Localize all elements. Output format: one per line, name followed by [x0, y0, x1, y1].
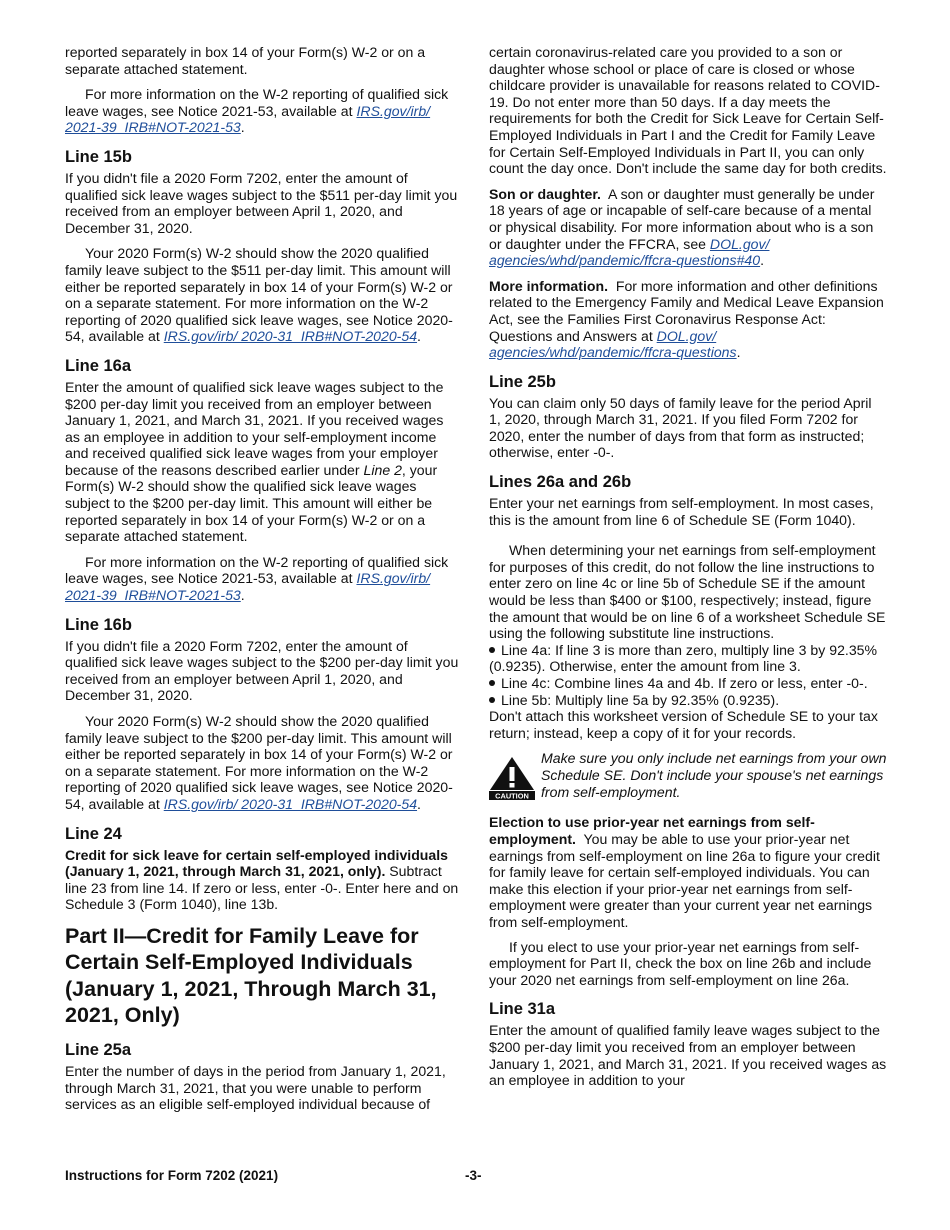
paragraph: Enter your net earnings from self-employment. In most cases, this is the amount from line 6 of Schedule SE (Form 1040).: [489, 495, 874, 528]
paragraph: Enter the number of days in the period from January 1, 2021, through March 31, 2021, that you were unable to perform services as an eligible self-employed individual because of: [65, 1062, 446, 1113]
irs-link-notice-2020-54[interactable]: IRS.gov/irb/ 2020-31_IRB#NOT-2020-54: [163, 795, 418, 812]
paragraph: If you elect to use your prior-year net earnings from self-employment for Part II, check the box on line 26b and include your 2020 net earnings from self-employment on line 26a.: [489, 938, 872, 988]
dol-link-ffcra-questions-40[interactable]: DOL.gov/ agencies/whd/pandemic/ffcra-questions#40: [489, 235, 770, 269]
heading-lines-26a-26b: Lines 26a and 26b: [489, 473, 632, 492]
paragraph: More information. For more information and other definitions related to the Emergency Family and Medical Leave Expansion Act, see the Families First Coronavirus Response Act: Questions and Answers at DOL.gov/ agencies/whd/pandemic/ffcra-questions.: [489, 277, 884, 361]
heading-line-25a: Line 25a: [65, 1040, 132, 1059]
caution-text: Make sure you only include net earnings from your own Schedule SE. Don't include your spouse's net earnings from self-employment.: [541, 750, 887, 800]
part-ii-heading: Part II—Credit for Family Leave for Certain Self-Employed Individuals (January 1, 2021, Through March 31, 2021, Only): [65, 923, 437, 1028]
paragraph: Your 2020 Form(s) W-2 should show the 2020 qualified family leave subject to the $200 per-day limit. This amount will either be reported separately in box 14 of your Form(s) W-2 or on a separate statement. For more information on the W-2 reporting of 2020 qualified sick leave wages, see Notice 2020-54, available at IRS.gov/irb/ 2020-31_IRB#NOT-2020-54.: [65, 713, 453, 812]
heading-line-25b: Line 25b: [489, 372, 556, 391]
list-item: Line 4c: Combine lines 4a and 4b. If zero or less, enter -0-.: [489, 675, 887, 692]
paragraph: For more information on the W-2 reporting of qualified sick leave wages, see Notice 2021-53, available at IRS.gov/irb/ 2021-39_IRB#NOT-2021-53.: [65, 553, 449, 604]
paragraph: For more information on the W-2 reporting of qualified sick leave wages, see Notice 2021-53, available at IRS.gov/irb/ 2021-39_IRB#NOT-2021-53.: [65, 86, 449, 136]
list-item: Line 4a: If line 3 is more than zero, multiply line 3 by 92.35% (0.9235). Otherwise, enter the amount from line 3.: [489, 641, 878, 675]
irs-link-notice-2020-54[interactable]: IRS.gov/irb/ 2020-31_IRB#NOT-2020-54: [163, 328, 418, 345]
bullet-icon: [489, 647, 495, 653]
paragraph: Election to use prior-year net earnings from self-employment. You may be able to use your prior-year net earnings from self-employment on line 26a to figure your credit for family leave for certain self-employed individuals. You can make this election if your prior-year net earnings from self-employment were greater than your current year net earnings from self-employment.: [489, 814, 880, 930]
caution-label: CAUTION: [495, 791, 529, 801]
paragraph: Son or daughter. A son or daughter must generally be under 18 years of age or incapable of self-care because of a mental or physical disability. For more information about who is a son or daughter under the FFCRA, see DOL.gov/ agencies/whd/pandemic/ffcra-questions#40.: [489, 185, 875, 269]
paragraph: Credit for sick leave for certain self-employed individuals (January 1, 2021, through March 31, 2021, only). Subtract line 23 from line 14. If zero or less, enter -0-. Enter here and on Schedule 3 (Form 1040), line 13b.: [65, 846, 459, 913]
paragraph: Enter the amount of qualified family leave wages subject to the $200 per-day limit you received from an employer between January 1, 2021, and March 31, 2021. If you received wages as an employee in addition to your: [489, 1022, 887, 1089]
heading-line-15b: Line 15b: [65, 147, 132, 166]
right-column: [489, 44, 887, 1098]
page-number: -3-: [465, 1168, 482, 1183]
paragraph: Enter the amount of qualified sick leave wages subject to the $200 per-day limit you received from an employer between January 1, 2021, and March 31, 2021. If you received wages as an employee in addition to your self-employment income and received qualified sick leave wages from your employer because of the reasons described earlier under Line 2, your Form(s) W-2 should show the qualified sick leave wages subject to the $200 per-day limit. This amount will either be reported separately in box 14 of your Form(s) W-2 or on a separate attached statement.: [65, 378, 444, 545]
bullet-icon: [489, 680, 495, 686]
paragraph: Your 2020 Form(s) W-2 should show the 2020 qualified family leave subject to the $511 per-day limit. This amount will either be reported separately in box 14 of your Form(s) W-2 or on a separate statement. For more information on the W-2 reporting of 2020 qualified sick leave wages, see Notice 2020-54, available at IRS.gov/irb/ 2020-31_IRB#NOT-2020-54.: [65, 245, 453, 345]
heading-line-31a: Line 31a: [489, 1000, 556, 1019]
paragraph: If you didn't file a 2020 Form 7202, enter the amount of qualified sick leave wages subject to the $511 per-day limit you received from an employer between April 1, 2020, and December 31, 2020.: [65, 169, 458, 236]
caution-icon: [489, 756, 535, 800]
list-item: Line 5b: Multiply line 5a by 92.35% (0.9235).: [489, 692, 887, 709]
dol-link-ffcra-questions[interactable]: DOL.gov/ agencies/whd/pandemic/ffcra-questions: [489, 327, 737, 361]
footer-title: Instructions for Form 7202 (2021): [65, 1168, 279, 1183]
heading-line-16a: Line 16a: [65, 356, 132, 375]
bullet-list: [489, 642, 887, 708]
paragraph: If you didn't file a 2020 Form 7202, enter the amount of qualified sick leave wages subject to the $200 per-day limit you received from an employer between April 1, 2020, and December 31, 2020.: [65, 637, 459, 704]
left-column: [65, 44, 460, 1122]
heading-line-24: Line 24: [65, 824, 122, 843]
bullet-icon: [489, 697, 495, 703]
heading-line-16b: Line 16b: [65, 615, 132, 634]
irs-link-notice-2021-53[interactable]: IRS.gov/irb/ 2021-39_IRB#NOT-2021-53: [65, 102, 431, 136]
paragraph: Don't attach this worksheet version of Schedule SE to your tax return; instead, keep a copy of it for your records.: [489, 708, 878, 741]
paragraph: certain coronavirus-related care you provided to a son or daughter whose school or place of care is closed or whose childcare provider is unavailable for reasons related to COVID-19. Do not enter more than 50 days. If a day meets the requirements for both the Credit for Sick Leave for Certain Self-Employed Individuals in Part I and the Credit for Family Leave for Certain Self-Employed Individuals in Part II, you can only count the day once. Don't include the same day for both credits.: [489, 44, 887, 177]
paragraph: When determining your net earnings from self-employment for purposes of this credit, do not follow the line instructions to enter zero on line 4c or line 5b of Schedule SE if the amount would be less than $400 or $100, respectively; instead, figure the amount that would be on line 6 of a worksheet Schedule SE using the following substitute line instructions.: [489, 542, 886, 642]
irs-link-notice-2021-53[interactable]: IRS.gov/irb/ 2021-39_IRB#NOT-2021-53: [65, 570, 431, 604]
page-footer: [65, 1168, 887, 1183]
paragraph: reported separately in box 14 of your Form(s) W-2 or on a separate attached statement.: [65, 44, 426, 77]
caution-note: [489, 750, 887, 800]
paragraph: You can claim only 50 days of family leave for the period April 1, 2020, through March 31, 2021. If you filed Form 7202 for 2020, enter the number of days from that form as instructed; otherwise, enter -0-.: [489, 394, 872, 461]
